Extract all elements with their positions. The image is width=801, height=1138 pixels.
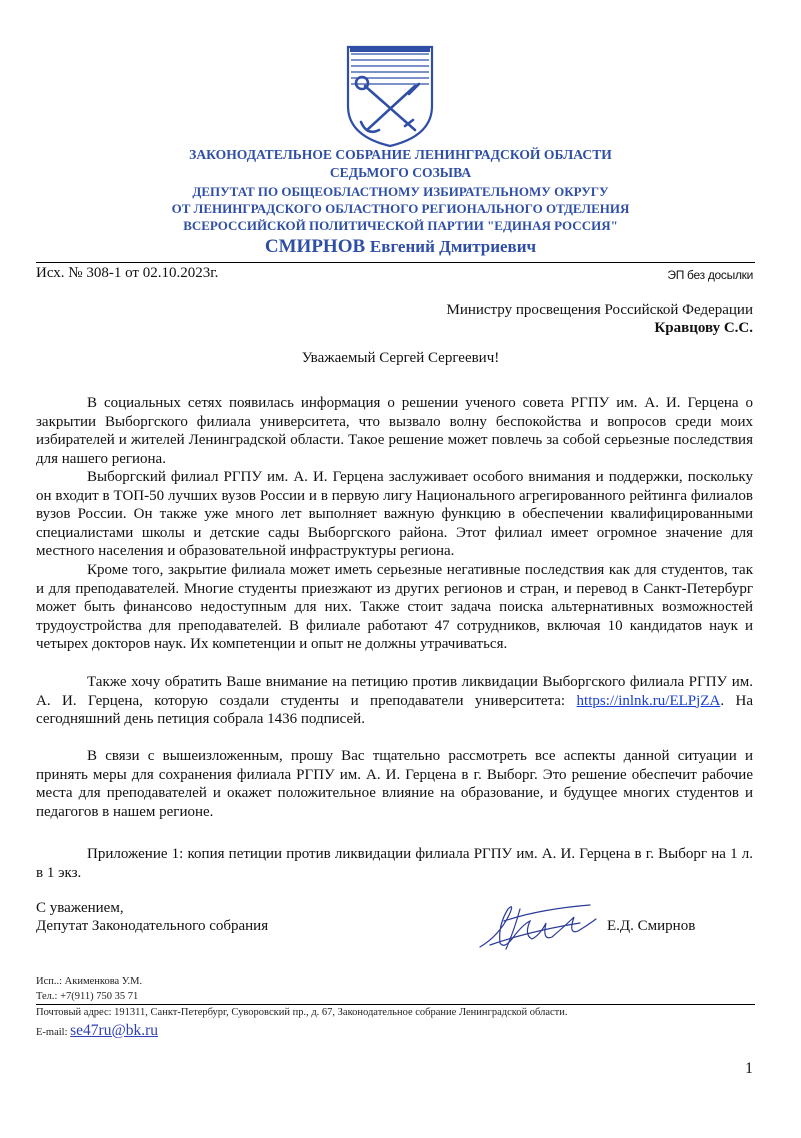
petition-link[interactable]: https://inlnk.ru/ELPjZA [576,692,721,709]
page-number: 1 [745,1060,753,1077]
header-divider [36,262,755,263]
closing-position: Депутат Законодательного собрания [36,918,269,934]
signer-name: Е.Д. Смирнов [607,918,696,934]
attachment-note: Приложение 1: копия петиции против ликвидации филиала РГПУ им. А. И. Герцена в г. Выборг на 1 л. в 1 экз. [36,846,753,881]
petition-signatures: . На сегодняшний день петиция собрала 1436 подписей. [36,692,753,728]
coat-of-arms-emblem [345,44,435,148]
header-party: ВСЕРОССИЙСКОЙ ПОЛИТИЧЕСКОЙ ПАРТИИ "ЕДИНАЯ РОССИЯ" [183,218,618,233]
executor: Исп..: Акименкова У.М. [36,976,143,987]
greeting: Уважаемый Сергей Сергеевич! [301,350,500,366]
footer-divider [36,1004,755,1005]
deputy-given-names: Евгений Дмитриевич [369,237,537,256]
email-label: E-mail: [36,1027,71,1038]
header-regional-branch: ОТ ЛЕНИНГРАДСКОГО ОБЛАСТНОГО РЕГИОНАЛЬНОГО ОТДЕЛЕНИЯ [171,201,630,216]
petition-text: Также хочу обратить Ваше внимание на петицию против ликвидации Выборгского филиала РГПУ им. А. И. Герцена, которую создали студенты и преподаватели университета: [36,674,753,709]
body-paragraph-3: Кроме того, закрытие филиала может иметь серьезные негативные последствия как для студентов, так и для преподавателей. Многие студенты приезжают из других регионов и стран, и перевод в Санкт-Петербург может быть финансово недоступным для них. Также стоит задача поиска альтернативных возможностей трудоустройства для преподавателей. В филиале работают 47 сотрудников, включая 10 кандидатов наук и четырех докторов наук. Их компетенции и опыт не должны утрачиваться. [36,562,753,653]
email-link[interactable]: se47ru@bk.ru [70,1022,159,1039]
email-line [36,1022,158,1040]
header-assembly-name: ЗАКОНОДАТЕЛЬНОЕ СОБРАНИЕ ЛЕНИНГРАДСКОЙ ОБЛАСТИ [189,147,612,162]
body-paragraph-1: В социальных сетях появилась информация о решении ученого совета РГПУ им. А. И. Герцена о закрытии Выборгского филиала университета, что вызвало волну беспокойства и вопросов среди моих избирателей и жителей Ленинградской области. Такое решение может повлечь за собой серьезные последствия для нашего региона. [36,395,753,467]
delivery-note: ЭП без досылки [667,268,753,282]
header-deputy-name [0,236,801,258]
postal-address: Почтовый адрес: 191311, Санкт-Петербург, Суворовский пр., д. 67, Законодательное собрание Ленинградской области. [36,1007,568,1018]
header-deputy-district: ДЕПУТАТ ПО ОБЩЕОБЛАСТНОМУ ИЗБИРАТЕЛЬНОМУ ОКРУГУ [192,184,609,199]
deputy-surname: СМИРНОВ [264,236,366,257]
addressee-name: Кравцову С.С. [654,320,753,336]
handwritten-signature [470,895,605,955]
body-paragraph-2: Выборгский филиал РГПУ им. А. И. Герцена заслуживает особого внимания и поддержки, поскольку он входит в ТОП-50 лучших вузов России и в первую лигу Национального агрегированного рейтинга филиалов вузов России. Он также уже много лет выполняет важную функцию в обеспечении квалифицированными специалистами школы и детские сады Выборгского района. Этот филиал имеет огромное значение для местного населения и образовательной инфраструктуры региона. [36,469,753,560]
header-convocation: СЕДЬМОГО СОЗЫВА [329,165,472,180]
closing-regards: С уважением, [36,900,124,916]
body-paragraph-4 [36,673,753,729]
outgoing-number: Исх. № 308-1 от 02.10.2023г. [36,265,219,281]
addressee-position: Министру просвещения Российской Федерации [446,302,753,318]
body-paragraph-5: В связи с вышеизложенным, прошу Вас тщательно рассмотреть все аспекты данной ситуации и принять меры для сохранения филиала РГПУ им. А. И. Герцена в г. Выборг. Это решение обеспечит рабочие места для преподавателей и окажет положительное влияние на образование, и будущее многих студентов и педагогов в нашем регионе. [36,748,753,820]
executor-phone: Тел.: +7(911) 750 35 71 [36,991,139,1002]
